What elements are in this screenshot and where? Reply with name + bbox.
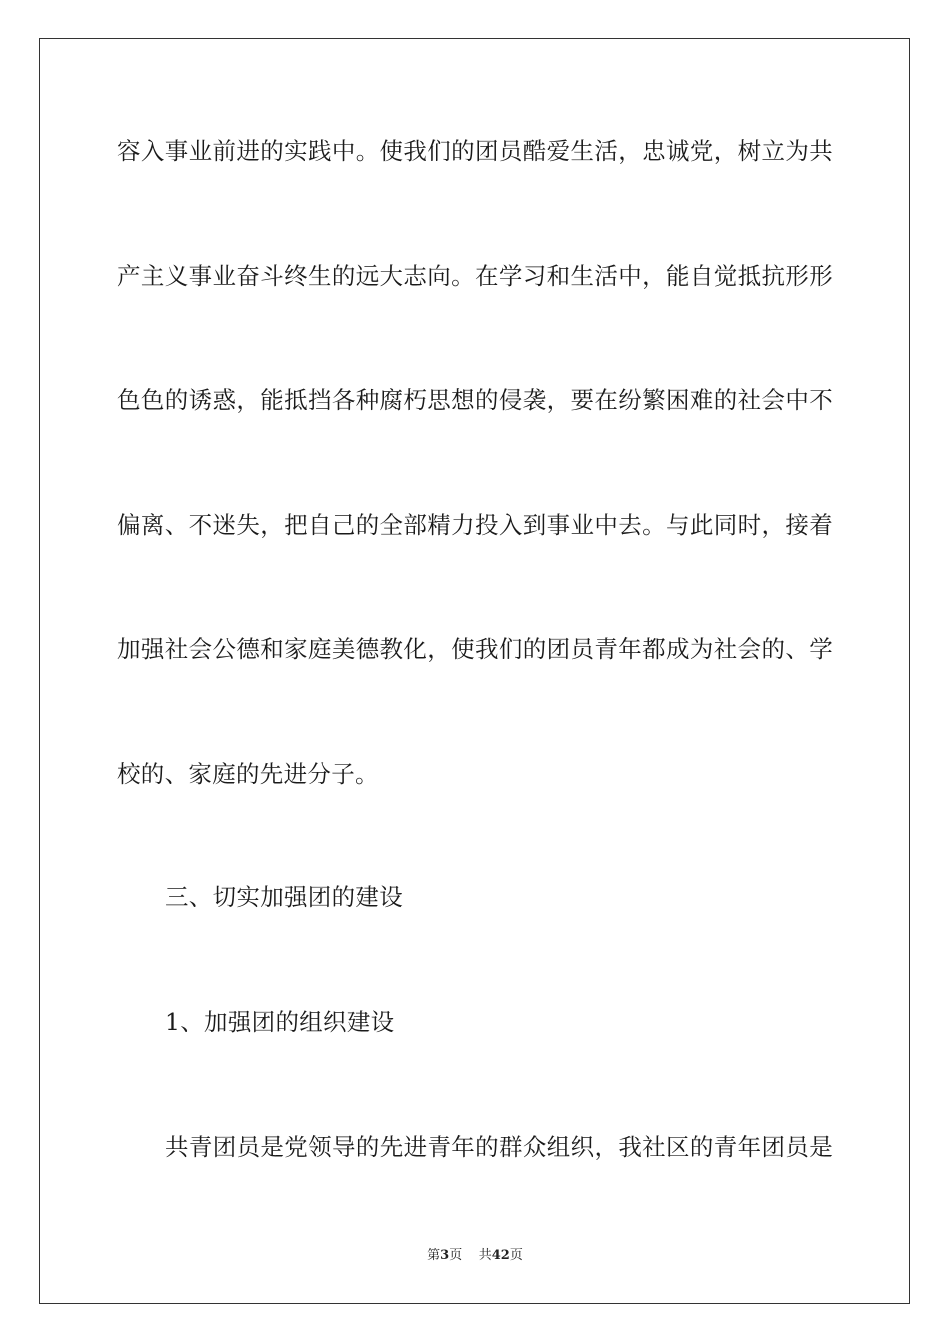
body-text-line: 容入事业前进的实践中。使我们的团员酷爱生活，忠诚党，树立为共 (117, 137, 833, 165)
body-text-line: 产主义事业奋斗终生的远大志向。在学习和生活中，能自觉抵抗形形 (117, 262, 833, 290)
section-heading: 三、切实加强团的建设 (165, 883, 403, 911)
body-text-line: 校的、家庭的先进分子。 (117, 760, 379, 788)
body-text-line: 加强社会公德和家庭美德教化，使我们的团员青年都成为社会的、学 (117, 635, 833, 663)
body-text-line: 色色的诱惑，能抵挡各种腐朽思想的侵袭，要在纷繁困难的社会中不 (117, 386, 833, 414)
page-number: 3 (440, 1248, 450, 1263)
total-suffix: 页 (509, 1248, 523, 1263)
page-suffix: 页 (449, 1248, 463, 1263)
page-footer (0, 1247, 950, 1265)
page-prefix: 第 (427, 1248, 441, 1263)
page-border (39, 38, 910, 1304)
total-prefix: 共 (478, 1248, 492, 1263)
total-pages: 42 (491, 1248, 510, 1263)
subsection-heading: 1、加强团的组织建设 (165, 1008, 395, 1036)
paragraph-first-line: 共青团员是党领导的先进青年的群众组织，我社区的青年团员是 (165, 1133, 833, 1161)
body-text-line: 偏离、不迷失，把自己的全部精力投入到事业中去。与此同时，接着 (117, 511, 833, 539)
